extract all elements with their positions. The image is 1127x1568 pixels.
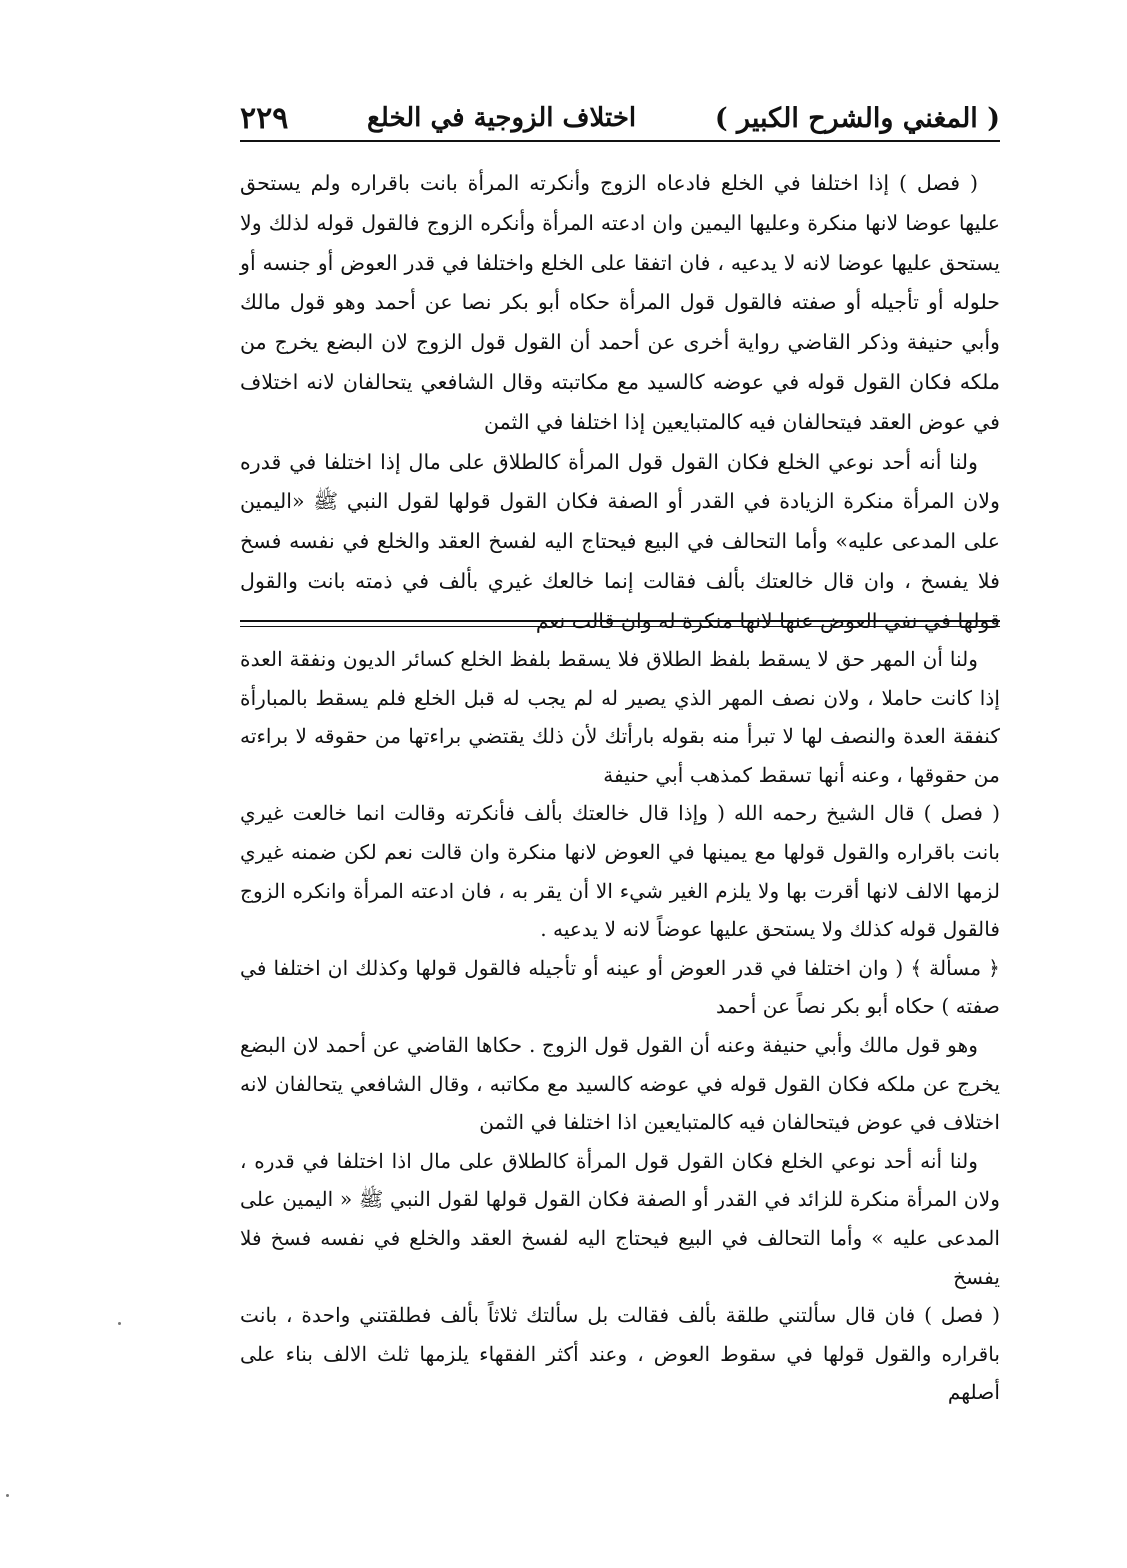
paragraph: ( فصل ) فان قال سألتني طلقة بألف فقالت بل سألتك ثلاثاً بألف فطلقتني واحدة ، بانت باقراره والقول قولها في سقوط العوض ، وعند أكثر الفقهاء يلزمها ثلث الالف بناء على أصلهم: [240, 1303, 1000, 1405]
book-title: ( المغني والشرح الكبير ): [714, 102, 1000, 134]
header-rule: [240, 140, 1000, 142]
page-header: [240, 98, 1000, 138]
page-number: ٢٢٩: [240, 100, 289, 136]
paragraph: ولنا أن المهر حق لا يسقط بلفظ الطلاق فلا يسقط بلفظ الخلع كسائر الديون ونفقة العدة إذا كانت حاملا ، ولان نصف المهر الذي يصير له لم يجب له قبل الخلع فلم يسقط بالمبارأة كنفقة العدة والنصف لها لا تبرأ منه بقوله بارأتك لأن ذلك يقتضي براءتها من حقوقه لا براءته من حقوقها ، وعنه أنها تسقط كمذهب أبي حنيفة: [240, 647, 1000, 787]
paragraph: ﴿ مسألة ﴾ ( وان اختلفا في قدر العوض أو عينه أو تأجيله فالقول قولها وكذلك ان اختلفا في صفته ) حكاه أبو بكر نصاً عن أحمد: [240, 955, 1000, 1019]
paragraph: ولنا أنه أحد نوعي الخلع فكان القول قول المرأة كالطلاق على مال اذا اختلفا في قدره ، ولان المرأة منكرة للزائد في القدر أو الصفة فكان القول قولها لقول النبي ﷺ « اليمين على المدعى عليه » وأما التحالف في البيع فيحتاج اليه لفسخ العقد والخلع في نفسه فسخ فلا يفسخ: [240, 1148, 1000, 1289]
chapter-title: اختلاف الزوجية في الخلع: [367, 103, 637, 133]
paragraph: وهو قول مالك وأبي حنيفة وعنه أن القول قول الزوج . حكاها القاضي عن أحمد لان البضع يخرج عن ملكه فكان القول قوله في عوضه كالسيد مع مكاتبه ، وقال الشافعي يتحالفان لانه اختلاف في عوض فيتحالفان فيه كالمتبايعين اذا اختلفا في الثمن: [240, 1032, 1000, 1135]
paragraph: ( فصل ) قال الشيخ رحمه الله ( وإذا قال خالعتك بألف فأنكرته وقالت انما خالعت غيري بانت باقراره والقول قولها مع يمينها في العوض لانها منكرة وان قالت نعم لكن ضمنه غيري لزمها الالف لانها أقرت بها ولا يلزم الغير شيء الا أن يقر به ، فان ادعته المرأة وانكره الزوج فالقول قوله كذلك ولا يستحق عليها عوضاً لانه لا يدعيه .: [240, 801, 1000, 942]
paragraph: ( فصل ) إذا اختلفا في الخلع فادعاه الزوج وأنكرته المرأة بانت باقراره ولم يستحق عليها عوضا لانها منكرة وعليها اليمين وان ادعته المرأة وأنكره الزوج فالقول قوله لذلك ولا يستحق عليها عوضا لانه لا يدعيه ، فان اتفقا على الخلع واختلفا في قدر العوض أو جنسه أو حلوله أو تأجيله أو صفته فالقول قول المرأة حكاه أبو بكر نصا عن أحمد وهو قول مالك وأبي حنيفة وذكر القاضي رواية أخرى عن أحمد أن القول قول الزوج لان البضع يخرج من ملكه فكان القول قوله في عوضه كالسيد مع مكاتبته وقال الشافعي يتحالفان لانه اختلاف في عوض العقد فيتحالفان فيه كالمتبايعين إذا اختلفا في الثمن: [240, 171, 1000, 434]
scan-speck: [118, 1322, 121, 1325]
upper-text-block: [240, 164, 1000, 642]
scan-speck: [6, 1494, 9, 1497]
lower-text-block: [240, 640, 1000, 1412]
paragraph: ولنا أنه أحد نوعي الخلع فكان القول قول المرأة كالطلاق على مال إذا اختلفا في قدره ولان المرأة منكرة الزيادة في القدر أو الصفة فكان القول قولها لقول النبي ﷺ «اليمين على المدعى عليه» وأما التحالف في البيع فيحتاج اليه لفسخ العقد والخلع في نفسه فسخ فلا يفسخ ، وان قال خالعتك بألف فقالت إنما خالعك غيري بألف في ذمته بانت والقول قولها في نفي العوض عنها لانها منكرة له وان قالت نعم: [240, 449, 1000, 633]
section-divider: [240, 620, 1000, 627]
